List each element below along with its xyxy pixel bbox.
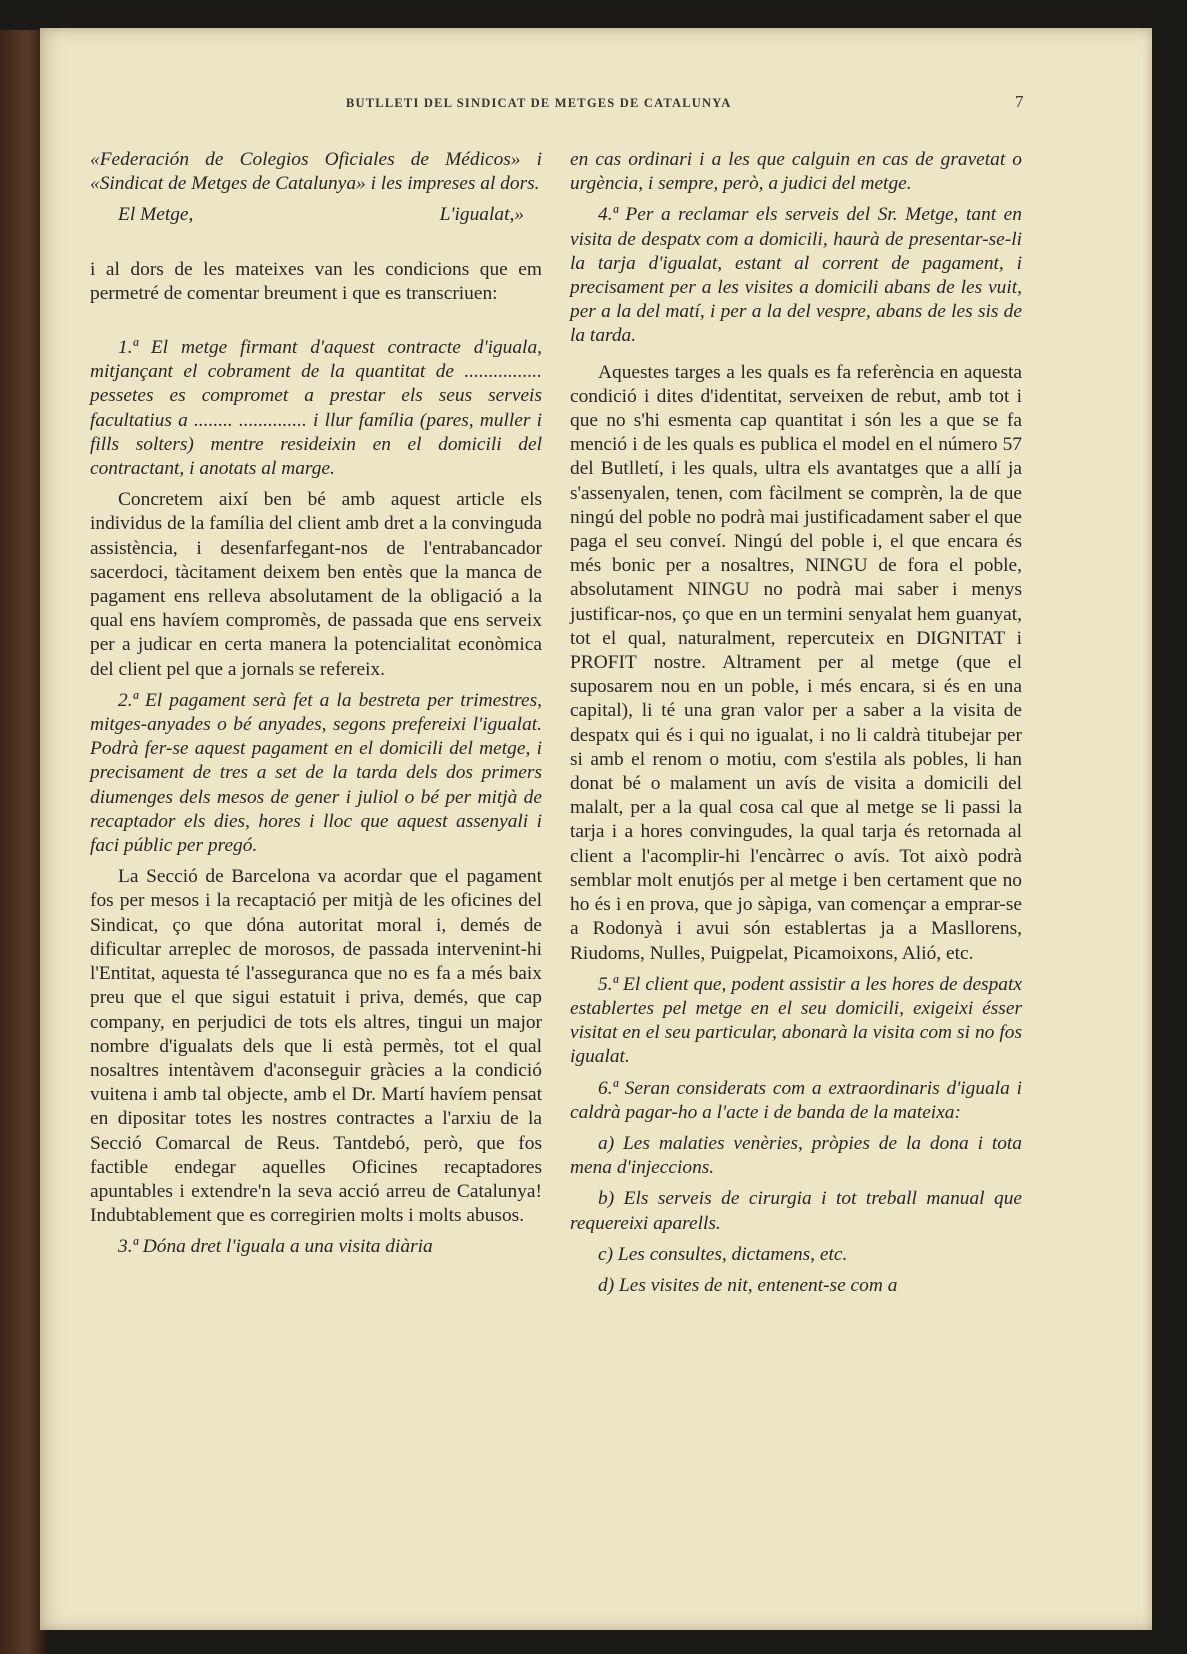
signature-metge: El Metge, [118,204,194,226]
condition-6-item-d: d) Les visites de nit, entenent-se com a [598,1274,898,1296]
condition-3-continued: en cas ordinari i a les que calguin en cas de gravetat o urgència, i sempre, però, a judici del metge. [570,149,1022,195]
paragraph-intro-conditions: i al dors de les mateixes van les condicions que em permetré de comentar breument i que es transcriuen: [90,258,542,304]
running-header [40,92,1152,116]
paragraph-comment-2: La Secció de Barcelona va acordar que el pagament fos per mesos i la recaptació per mitjà de les oficines del Sindicat, ço que dóna autoritat moral i, demés de dificultar arreplec de morosos, de passada intervenint-hi l'Entitat, aquesta té l'asseguranca que no es fa a més baix preu que el que sigui estatuit i priva, demés, que cap company, en perjudici de tots els altres, tingui un major nombre d'igualats dels que li està permès, tot el qual nosaltres intentàvem d'aconseguir gràcies a la condició vuitena i amb tal objecte, amb el Dr. Martí havíem pensat en dipositar totes les nostres contractes a l'arxiu de la Secció Comarcal de Reus. Tantdebó, però, que fos factible endegar aquelles Oficines recaptadores apuntables i extendre'n la seva acció arreu de Catalunya! Indubtablement que es corregirien molts i molts abusos. [90,866,542,1227]
condition-1: 1.ª El metge firmant d'aquest contracte d'iguala, mitjançant el cobrament de la quantitat de ................ pessetes es compromet a prestar els seus serveis facultatius a ........ .............. i llur família (pares, muller i fills solters) mentre resideixin en el domicili del contractant, i anotats al marge. [90,337,542,480]
signature-line [90,203,542,227]
paragraph-comment-1: Concretem així ben bé amb aquest article els individus de la família del client amb dret a la convinguda assistència, i desenfarfegant-nos de l'entrabancador sacerdoci, tàcitament deixem ben entès que la manca de pagament ens relleva absolutament de la obligació a la qual ens havíem compromès, de passada que ens serveix per a judicar en certa manera la potencialitat econòmica del client pel que a jornals se refereix. [90,489,542,680]
left-column [90,148,542,1267]
condition-3: 3.ª Dóna dret l'iguala a una visita diària [118,1236,433,1258]
condition-2: 2.ª El pagament serà fet a la bestreta per trimestres, mitges-anyades o bé anyades, segons prefereixi l'igualat. Podrà fer-se aquest pagament en el domicili del metge, i precisament de tres a set de la tarda dels dos primers diumenges dels mesos de gener i juliol o bé per mitjà de recaptador els dies, hores i lloc que aquest assenyali i faci públic per pregó. [90,689,542,857]
header-title: BUTLLETI DEL SINDICAT DE METGES DE CATALUNYA [346,96,732,110]
condition-6-item-c: c) Les consultes, dictamens, etc. [598,1243,848,1265]
condition-6-item-a: a) Les malaties venèries, pròpies de la dona i tota mena d'injeccions. [570,1132,1022,1179]
paragraph-federacion: «Federación de Colegios Oficiales de Médicos» i «Sindicat de Metges de Catalunya» i les impreses al dors. [90,149,542,195]
condition-4: 4.ª Per a reclamar els serveis del Sr. Metge, tant en visita de despatx com a domicili, haurà de presentar-se-li la tarja d'igualat, estant al corrent de pagament, i precisament per a les visites a domicili abans de les vuit, per a la del matí, i per a la del vespre, abans de les sis de la tarda. [570,204,1022,347]
condition-5: 5.ª El client que, podent assistir a les hores de despatx establertes pel metge en el seu domicili, exigeixi ésser visitat en el seu particular, abonarà la visita com si no fos igualat. [570,973,1022,1068]
signature-igualat: L'igualat,» [439,204,524,226]
page-number: 7 [1015,92,1024,111]
document-page [40,28,1152,1630]
condition-6: 6.ª Seran considerats com a extraordinaris d'iguala i caldrà pagar-ho a l'acte i de banda de la mateixa: [570,1077,1022,1123]
condition-6-item-b: b) Els serveis de cirurgia i tot treball manual que requereixi aparells. [570,1188,1022,1234]
right-column [570,148,1022,1305]
paragraph-comment-3: Aquestes targes a les quals es fa referència en aquesta condició i dites d'identitat, serveixen de rebut, amb tot i que no s'hi esmenta cap quantitat i són les a que se fa menció i de les quals es publica el model en el número 57 del Butlletí, i les quals, ultra els avantatges que a allí ja s'assenyalen, tenen, com fàcilment se comprèn, la de que ningú del poble no podrà mai justificadament saber el que paga el seu conveí. Ningú del poble i, el que encara és més bonic per a nosaltres, NINGU de fora el poble, absolutament NINGU no podrà mai saber i menys justificar-nos, ço que en un termini senyalat hem guanyat, tot el qual, naturalment, repercuteix en DIGNITAT i PROFIT nostre. Altrament per al metge (que el suposarem nou en un poble, i més encara, si és en una capital), li té una gran valor per a saber a la visita de despatx qui és i qui no igualat, i no li caldrà titubejar per si amb el renom o motiu, com s'estila als pobles, li han donat bé o malament un avís de visita a domicili del malalt, per a la qual cosa cal que al metge se li passi la tarja i a hores convingudes, la qual tarja és retornada al client a l'acomplir-hi l'encàrrec o avís. Tot això podrà semblar molt enutjós per al metge i ben certament que no ho és i en prova, que jo sàpiga, van començar a emprar-se a Rodonyà i avui són establertas ja a Masllorens, Riudoms, Nulles, Puigpelat, Picamoixons, Alió, etc. [570,361,1022,964]
